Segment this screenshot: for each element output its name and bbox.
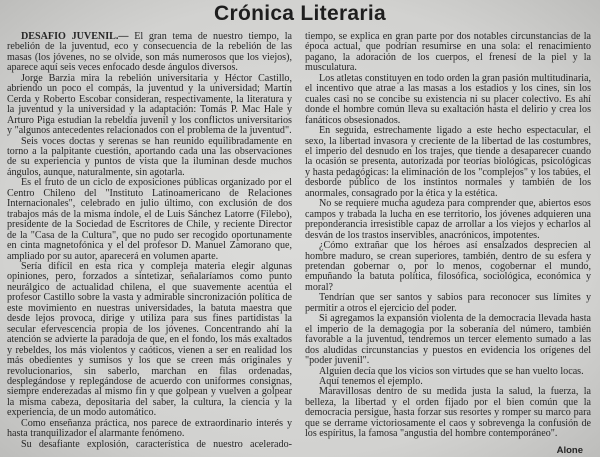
paragraph: Su desafiante explosión, característica de nuestro acelerado-: [21, 438, 292, 450]
paragraph: Si agregamos la expansión violenta de la democracia llevada hasta el imperio de la demagogia por la soberanía del número, también favorable a la juventud, tendremos un tercer elemento sumado a las dos aludidas circunstancias y puestos en evidencia los orígenes del "poder juvenil".: [305, 313, 591, 367]
paragraph: Como enseñanza práctica, nos parece de extraordinario interés y hasta tranquilizador el alarmante fenómeno.: [7, 417, 292, 440]
paragraph-continuation: tiempo, se explica en gran parte por dos notables circunstancias de la época actual, que podrían resumirse en una sola: el renacimiento pagano, la adoración de los cuerpos, el frenesí de la piel y la musculatura.: [305, 32, 591, 74]
paragraph: Sería difícil en esta rica y compleja materia elegir algunas opiniones, pero, forzados a sintetizar, señalaríamos como punto neurálgico de actualidad chilena, el que suavemente acentúa el profesor Castillo sobre la vasta y admirable sincronización política de este movimiento en nuestras universidades, la batuta maestra que desde lejos provoca, dirige y utiliza para sus fines partidistas la secular efervescencia propia de los jóvenes. Concentrando ahí la atención se advierte la paradoja de que, en el fondo, los más exaltados y rebeldes, los más violentos y caóticos, vienen a ser en realidad los más obedientes y sumisos y los que se creen más originales y revolucionarios, sin saberlo, marchan en filas ordenadas, desplegándose y replegándose de acuerdo con uniformes consignas, siempre enderezadas al mismo fin y que golpean y vuelven a golpear la misma cabeza, depositaria del saber, la cultura, la ciencia y la experiencia, de un modo automático.: [7, 260, 292, 419]
paragraph: Alguien decía que los vicios son virtudes que se han vuelto locas.: [319, 365, 584, 377]
paragraph: ¿Cómo extrañar que los héroes así ensalzados desprecien al hombre maduro, se crean superiores, también, dentro de su esfera y pretendan gobernar o, por lo menos, cogobernar el mundo, empuñando la batuta política, filosófica, sociológica, económica y moral?: [305, 240, 591, 293]
paragraph: Es el fruto de un ciclo de exposiciones públicas organizado por el Centro Chileno del "Instituto Latinoamericano de Relaciones Internacionales", celebrado en julio último, con exclusión de dos trabajos más de la misma índole, el de Luis Sánchez Latorre (Filebo), presidente de la Sociedad de Escritores de Chile, y reciente Director de la "Casa de la Cultura", que no pudo ser recogido oportunamente en cinta magnetofónica y el del profesor D. Manuel Zamorano que, ampliado por su autor, aparecerá en volumen aparte.: [7, 177, 292, 262]
right-column: [305, 32, 591, 456]
paragraph: Aquí tenemos el ejemplo.: [319, 375, 423, 387]
left-column: [7, 32, 292, 456]
paragraph: Los atletas constituyen en todo orden la gran pasión multitudinaria, el incentivo que atrae a las masas a los estadios y los cines, sin los cuales casi no se concibe su existencia ni su placer colectivo. Es ahí donde el hombre común lleva su exaltación hasta el delirio y crea los fanáticos obsesionados.: [305, 72, 591, 126]
paragraph: Seis voces doctas y serenas se han reunido equilibradamente en torno a la palpitante cuestión, aportando cada una las observaciones de su experiencia y puntos de vista que la iluminan desde muchos ángulos, aunque, naturalmente, sin agotarla.: [7, 135, 292, 178]
paragraph: Maravillosas dentro de su medida justa la salud, la fuerza, la belleza, la libertad y el orden fijado por el bien común que la democracia persigue, hasta forzar sus resortes y romper su marco para que se derrame victoriosamente el caos y sobrevenga la confusión de los espíritus, la famosa "angustia del hombre contemporáneo".: [305, 386, 591, 440]
section-lead: DESAFIO JUVENIL.—: [21, 32, 129, 42]
paragraph: Jorge Barzia mira la rebelión universitaria y Héctor Castillo, abriendo un poco el compás, la juventud y la universidad; Martín Cerda y Roberto Escobar consideran, respectivamente, la literatura y la juventud y la universidad y la adaptación: Tomás P. Mac Hale y Arturo Piga estudian la rebeldía juvenil y los conflictos universitarios y "algunos antecedentes relacionados con el problema de la juventud".: [7, 72, 292, 137]
author-signature: Alone: [556, 444, 583, 456]
paragraph-text: El gran tema de nuestro tiempo, la rebelión de la juventud, eco y consecuencia de la rebelión de las masas (los jóvenes, no se olvide, son más numerosos que los viejos), aparece aquí seis veces enfocado desde ángulos diversos.: [7, 32, 292, 74]
paragraph: Tendrían que ser santos y sabios para reconocer sus límites y permitir a otros el ejercicio del poder.: [305, 292, 591, 314]
paragraph: En seguida, estrechamente ligado a este hecho espectacular, el sexo, la libertad invasora y creciente de la libertad de las costumbres, el imperio del desnudo en los trajes, que tiende a desaparecer cuando la ocasión se presenta, autorizada por teorías biológicas, psicológicas y hasta pedagógicas: la eliminación de los "complejos" y los tabúes, el desborde público de los instintos normales y también de los anormales, consagrado por la ética y la estética.: [305, 125, 591, 199]
article-title: Crónica Literaria: [214, 2, 386, 25]
paragraph: [7, 32, 292, 74]
paragraph: No se requiere mucha agudeza para comprender que, abiertos esos campos y trabada la lucha en ese territorio, los jóvenes adquieren una preponderancia irresistible capaz de arrollar a los viejos y echarlos al desván de los trastos inservibles, anacrónicos, impotentes.: [305, 198, 591, 241]
